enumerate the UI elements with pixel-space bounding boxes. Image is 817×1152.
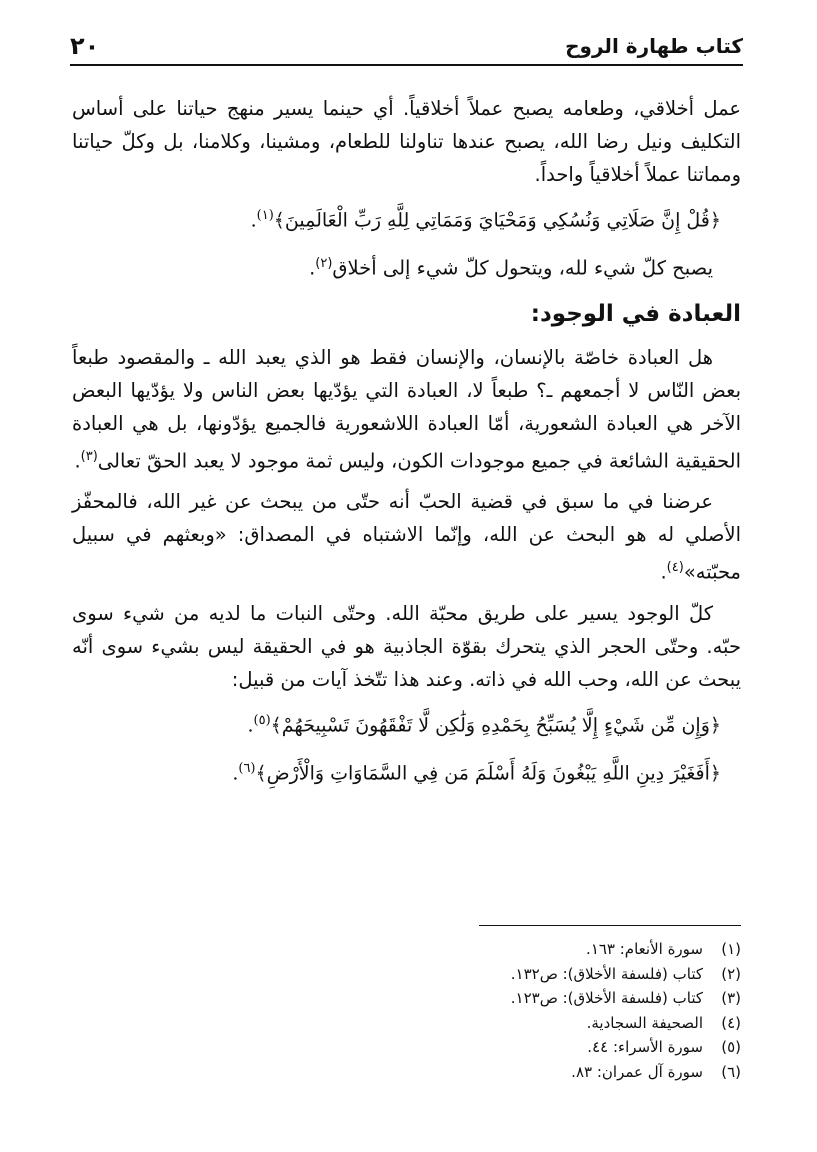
section-heading: العبادة في الوجود: [530, 300, 741, 327]
footnote-ref: (٤) [666, 560, 684, 576]
footnote [300, 962, 741, 987]
footnote-text: سورة الأسراء: ٤٤. [587, 1038, 703, 1056]
paragraph [72, 92, 741, 191]
paragraph-text: يصبح كلّ شيء لله، ويتحول كلّ شيء إلى أخلاق [332, 256, 713, 280]
footnote-ref: (٢) [315, 256, 333, 272]
paragraph [72, 247, 741, 285]
paragraph [72, 597, 741, 696]
paragraph-text: عمل أخلاقي، وطعامه يصبح عملاً أخلاقياً. أي حينما يسير منهج حياتنا على أساس التكليف ونيل رضا الله، يصبح عندها تناولنا للطعام، ومشينا، وكلامنا، بل وكلّ حياتنا ومماتنا عملاً أخلاقياً واحداً. [72, 97, 741, 186]
footnote-text: كتاب (فلسفة الأخلاق): ص١٢٣. [510, 989, 703, 1007]
footnote [300, 986, 741, 1011]
paragraph-text: هل العبادة خاصّة بالإنسان، والإنسان فقط هو الذي يعبد الله ـ والمقصود طبعاً بعض النّاس لا أجمعهم ـ؟ طبعاً لا، العبادة التي يؤدّيها بعض الناس ولا يؤدّيها البعض الآخر هي العبادة الشعورية، أمّا العبادة اللاشعورية فالجميع يؤدّونها، بل هي العبادة الحقيقية الشائعة في جميع موجودات الكون، وليس ثمة موجود لا يعبد الحقّ تعالى [72, 345, 741, 473]
footnote-number: (٣) [721, 989, 741, 1007]
footnote-number: (٥) [721, 1038, 741, 1056]
period: . [247, 714, 254, 737]
quran-verse [72, 752, 741, 790]
period: . [250, 209, 257, 232]
footnote-ref: (٥) [253, 712, 271, 728]
footnote-divider [479, 925, 741, 926]
footnote-number: (٦) [721, 1062, 741, 1081]
footnote [300, 937, 741, 962]
footnote [300, 1011, 741, 1036]
footnote-number: (١) [721, 940, 741, 958]
footnote-text: سورة آل عمران: ٨٣. [571, 1062, 703, 1081]
period: . [74, 449, 81, 473]
verse-text: ﴿قُلْ إِنَّ صَلَاتِي وَنُسُكِي وَمَحْيَايَ وَمَمَاتِي لِلَّهِ رَبِّ الْعَالَمِينَ﴾ [273, 209, 721, 232]
footnote-ref: (٦) [238, 761, 256, 777]
verse-text: ﴿وَإِن مِّن شَيْءٍ إِلَّا يُسَبِّحُ بِحَمْدِهِ وَلَٰكِن لَّا تَفْقَهُونَ تَسْبِيحَهُمْ﴾ [270, 714, 721, 737]
quran-verse [72, 704, 741, 742]
page-number: ٢٠ [70, 32, 100, 60]
period: . [309, 256, 316, 280]
footnote-text: الصحيفة السجادية. [586, 1013, 703, 1032]
paragraph [72, 341, 741, 478]
verse-text: ﴿أَفَغَيْرَ دِينِ اللَّهِ يَبْغُونَ وَلَهُ أَسْلَمَ مَن فِي السَّمَاوَاتِ وَالْأَرْضِ﴾ [255, 762, 721, 785]
page-header [70, 28, 743, 66]
footnote [300, 1060, 741, 1085]
paragraph-text: عرضنا في ما سبق في قضية الحبّ أنه حتّى من يبحث عن غير الله، فالمحفّز الأصلي له هو البحث عن الله، وإنّما الاشتباه في المصداق: «وبعثهم في سبيل محبّته» [72, 490, 741, 584]
footnote-ref: (٣) [80, 448, 98, 464]
footnote-number: (٤) [721, 1013, 741, 1032]
period: . [660, 560, 667, 584]
quran-verse [72, 199, 741, 237]
book-title: كتاب طهارة الروح [565, 34, 743, 58]
paragraph-text: كلّ الوجود يسير على طريق محبّة الله. وحتّى النبات ما لديه من شيء سوى حبّه. وحتّى الحجر الذي يتحرك بقوّة الجاذبية هو في الحقيقة ليس بشيء سوى أنّه يبحث عن الله، وحب الله في ذاته. وعند هذا تتّخذ آيات من قبيل: [72, 601, 741, 691]
footnote-number: (٢) [721, 964, 741, 983]
page-body [72, 92, 741, 800]
footnotes [300, 937, 741, 1084]
footnote [300, 1035, 741, 1060]
footnote-text: سورة الأنعام: ١٦٣. [586, 940, 703, 958]
period: . [232, 762, 239, 785]
footnote-ref: (١) [256, 208, 274, 223]
footnote-text: كتاب (فلسفة الأخلاق): ص١٣٢. [510, 964, 703, 983]
paragraph [72, 485, 741, 589]
